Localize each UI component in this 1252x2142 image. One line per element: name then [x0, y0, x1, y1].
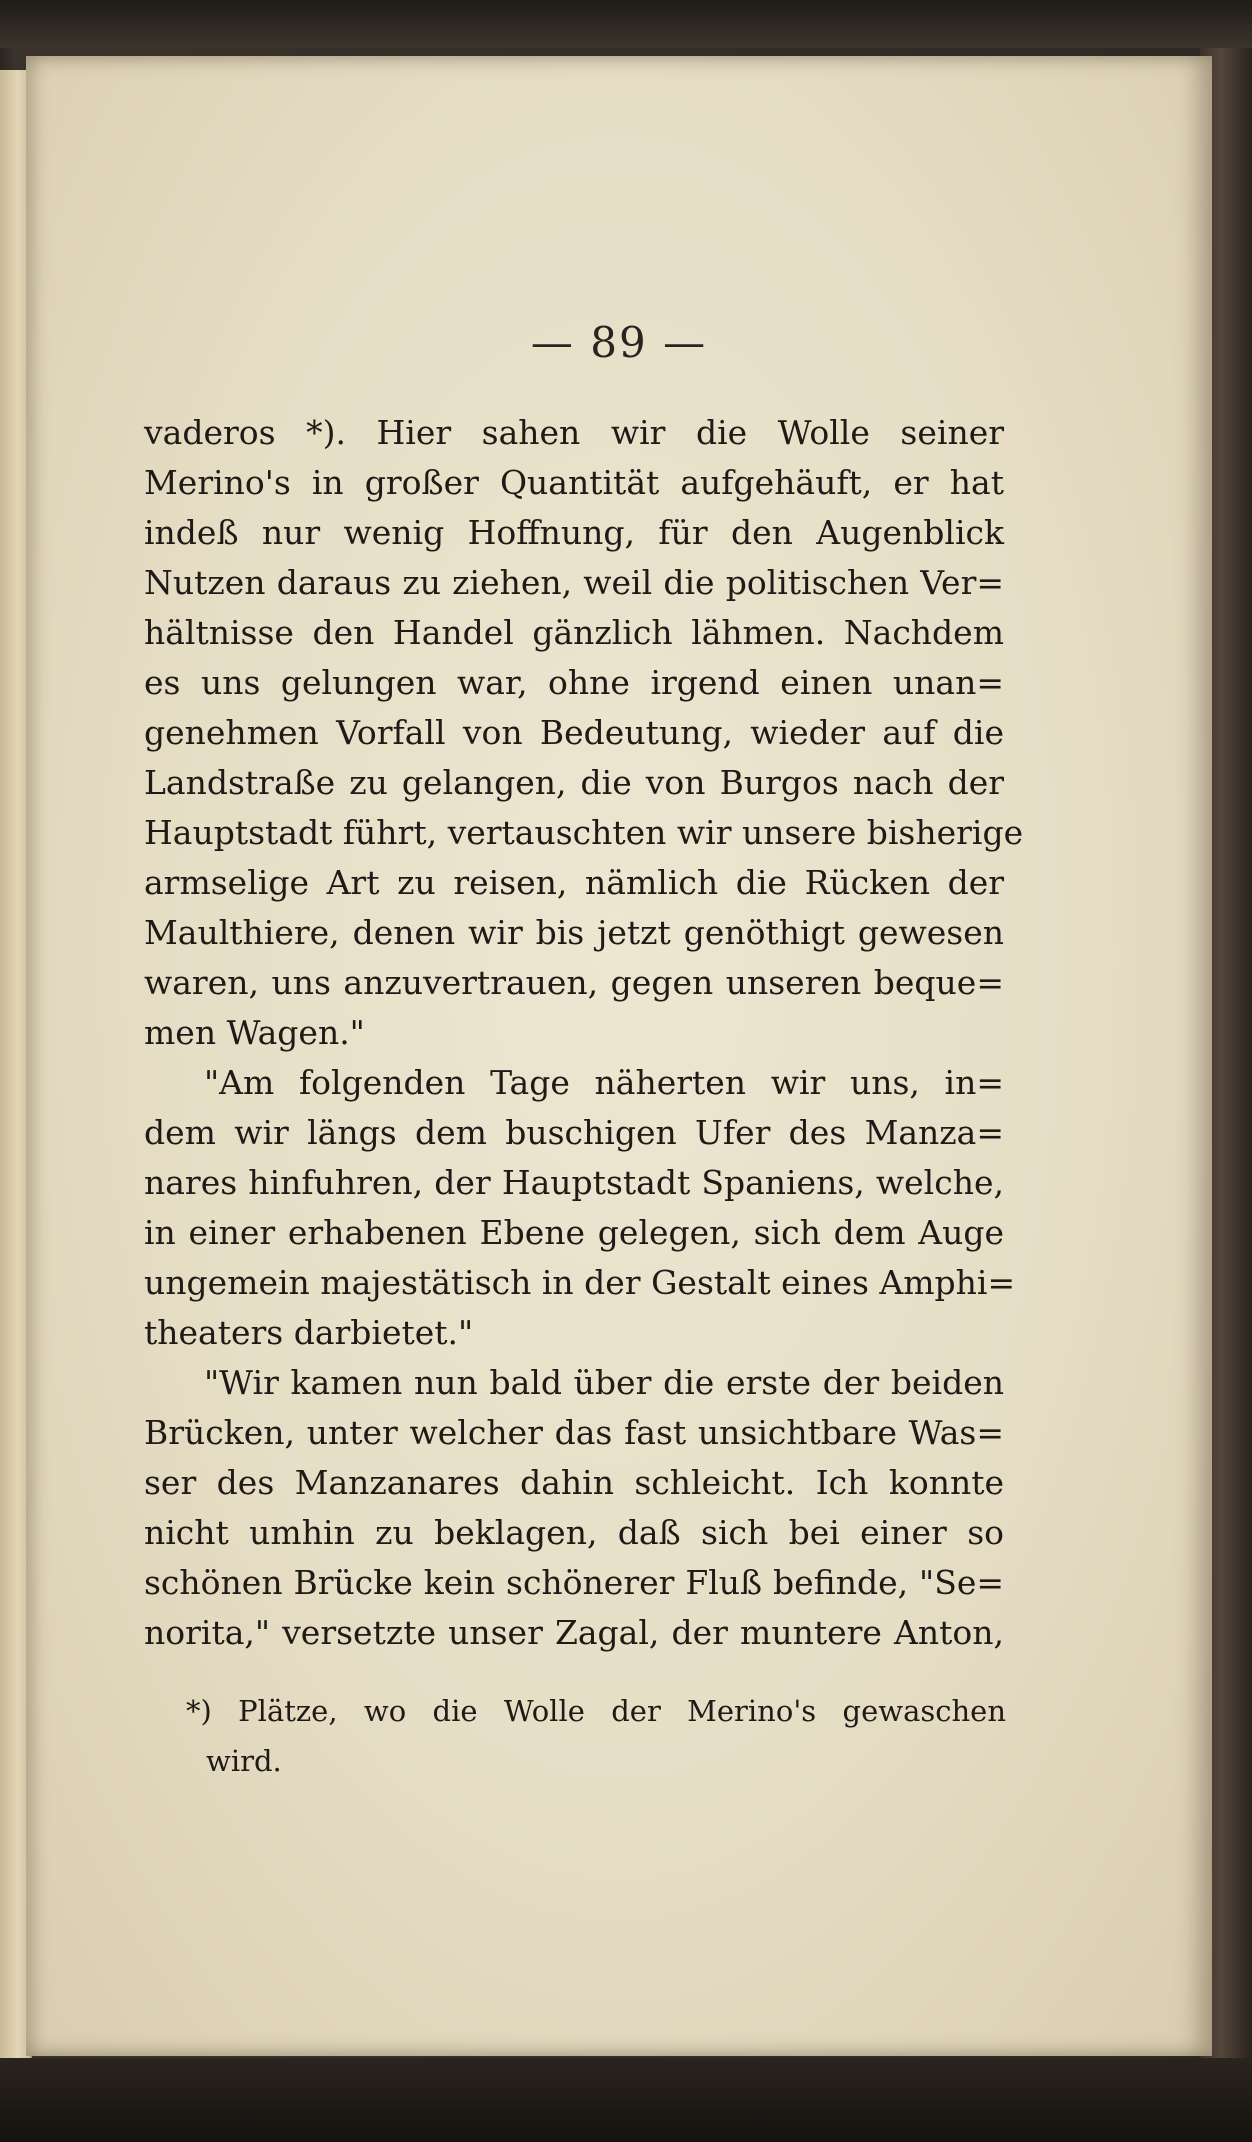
text-line: Maulthiere, denen wir bis jetzt genöthigt gewesen: [144, 913, 1004, 952]
footnote-line: *) Plätze, wo die Wolle der Merino's gewaschen: [186, 1694, 1006, 1728]
scan-background-bottom: [0, 2058, 1252, 2142]
text-line: schönen Brücke kein schönerer Fluß befinde, "Se=: [144, 1563, 1004, 1602]
text-line: indeß nur wenig Hoffnung, für den Augenblick: [144, 513, 1004, 552]
text-line: Brücken, unter welcher das fast unsichtbare Was=: [144, 1413, 1004, 1452]
book-page: [26, 56, 1212, 2056]
text-line: Nutzen daraus zu ziehen, weil die politischen Ver=: [144, 563, 1004, 602]
text-line: "Am folgenden Tage näherten wir uns, in=: [204, 1063, 1004, 1102]
text-line: Hauptstadt führt, vertauschten wir unsere bisherige: [144, 813, 1024, 852]
text-line: waren, uns anzuvertrauen, gegen unseren beque=: [144, 963, 1004, 1002]
text-line: vaderos *). Hier sahen wir die Wolle seiner: [144, 413, 1004, 452]
page-body-text: [144, 408, 1024, 1658]
text-line: dem wir längs dem buschigen Ufer des Manza=: [144, 1113, 1004, 1152]
text-line: armselige Art zu reisen, nämlich die Rücken der: [144, 863, 1004, 902]
text-line: ungemein majestätisch in der Gestalt eines Amphi=: [144, 1263, 1016, 1302]
text-line: Merino's in großer Quantität aufgehäuft, er hat: [144, 463, 1004, 502]
text-line: norita," versetzte unser Zagal, der muntere Anton,: [144, 1613, 1004, 1652]
text-line: hältnisse den Handel gänzlich lähmen. Nachdem: [144, 613, 1004, 652]
text-line: nares hinfuhren, der Hauptstadt Spaniens, welche,: [144, 1163, 1004, 1202]
text-line: ser des Manzanares dahin schleicht. Ich konnte: [144, 1463, 1004, 1502]
footnote: [186, 1686, 1006, 1786]
text-line: Landstraße zu gelangen, die von Burgos nach der: [144, 763, 1004, 802]
text-line: genehmen Vorfall von Bedeutung, wieder auf die: [144, 713, 1004, 752]
text-line: men Wagen.": [144, 1013, 365, 1052]
text-line: in einer erhabenen Ebene gelegen, sich dem Auge: [144, 1213, 1004, 1252]
footnote-line: wird.: [206, 1744, 282, 1778]
text-line: es uns gelungen war, ohne irgend einen unan=: [144, 663, 1004, 702]
page-number-header: — 89 —: [530, 318, 708, 367]
text-line: "Wir kamen nun bald über die erste der beiden: [204, 1363, 1004, 1402]
scan-background-top: [0, 0, 1252, 48]
text-line: theaters darbietet.": [144, 1313, 474, 1352]
text-line: nicht umhin zu beklagen, daß sich bei einer so: [144, 1513, 1004, 1552]
